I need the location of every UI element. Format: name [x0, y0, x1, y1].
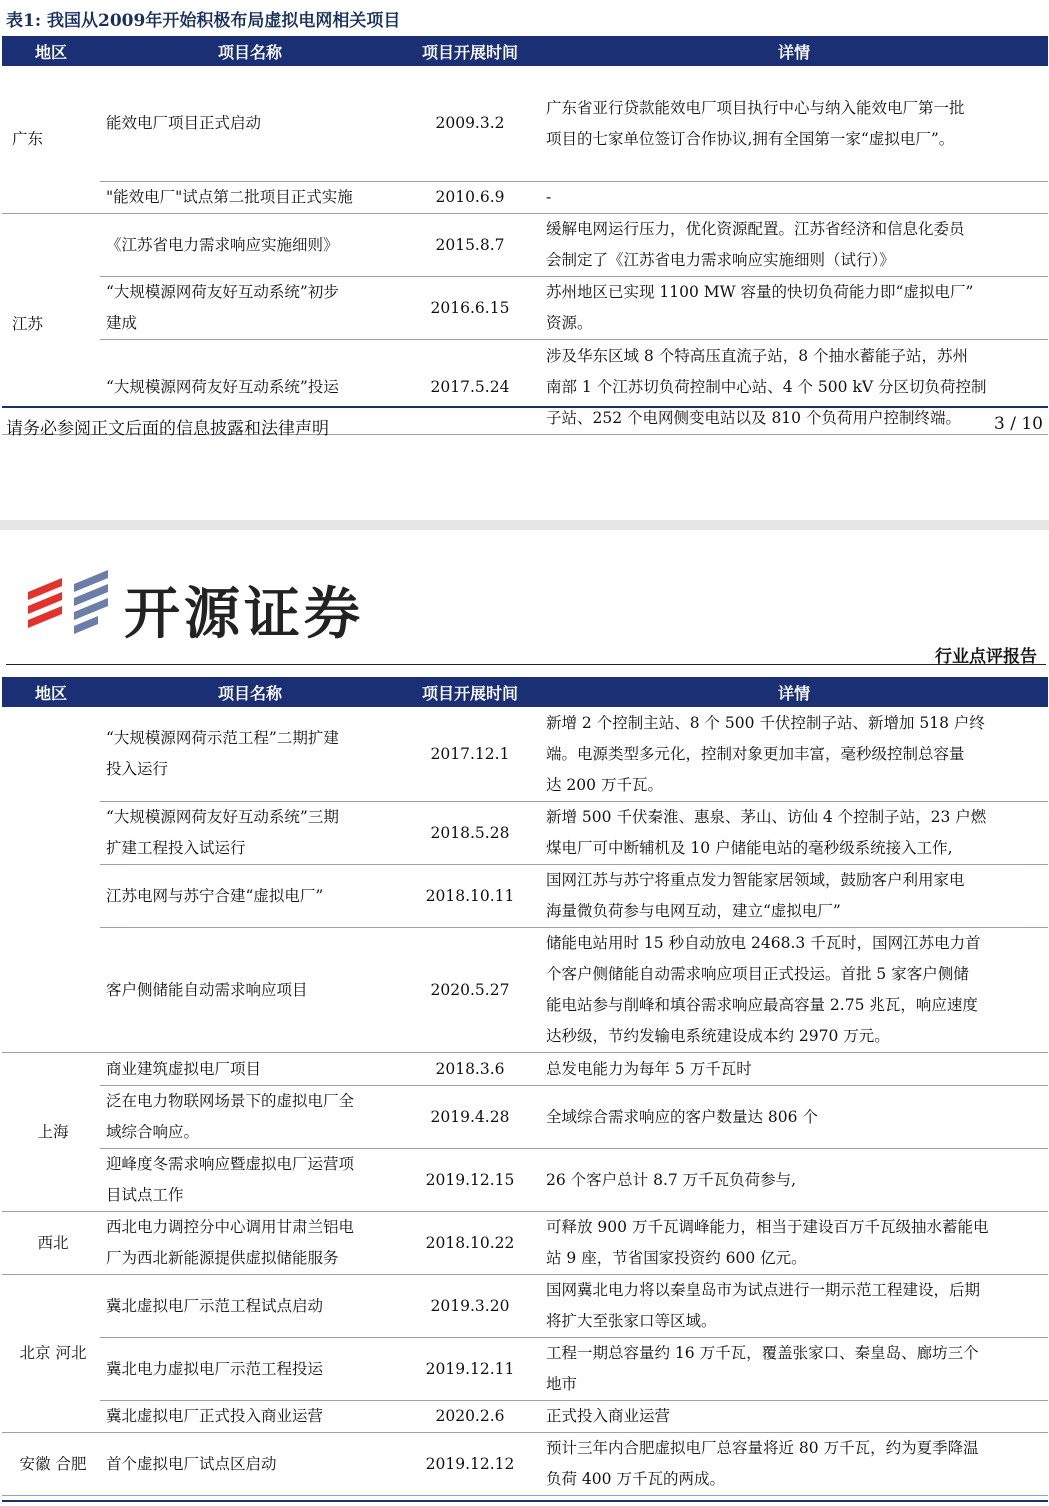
project-name-cell — [100, 1275, 400, 1338]
project-name-line: 域综合响应。 — [106, 1123, 200, 1141]
column-header: 地区 — [2, 36, 100, 66]
date-cell: 2018.5.28 — [400, 802, 540, 865]
column-header: 项目名称 — [100, 677, 400, 707]
column-header: 项目开展时间 — [400, 36, 540, 66]
kaiyuan-logo-icon — [28, 570, 118, 640]
detail-cell — [540, 1149, 1048, 1212]
detail-line: 项目的七家单位签订合作协议,拥有全国第一家“虚拟电厂”。 — [546, 129, 955, 148]
project-name-line: 冀北虚拟电厂正式投入商业运营 — [106, 1407, 324, 1425]
detail-cell — [540, 1338, 1048, 1401]
detail-line: 工程一期总容量约 16 万千瓦，覆盖张家口、秦皇岛、廊坊三个 — [546, 1344, 979, 1362]
projects-table-part1 — [2, 36, 1048, 435]
table-row — [2, 1401, 1048, 1433]
detail-cell — [540, 707, 1048, 802]
date-cell: 2020.5.27 — [400, 928, 540, 1053]
table-title: 表1: 我国从2009年开始积极布局虚拟电网相关项目 — [6, 11, 401, 31]
page-4 — [0, 530, 1049, 1506]
detail-cell — [540, 928, 1048, 1053]
column-header: 详情 — [540, 677, 1048, 707]
project-name-cell — [100, 802, 400, 865]
region-cell: 北京 河北 — [2, 1275, 100, 1433]
date-cell: 2020.2.6 — [400, 1401, 540, 1433]
project-name-cell — [100, 66, 400, 182]
table-row — [2, 182, 1048, 214]
project-name-line: “大规模源网荷友好互动系统”初步 — [106, 283, 339, 301]
detail-line: 资源。 — [546, 314, 593, 332]
projects-table-part2 — [2, 677, 1048, 1496]
date-cell: 2015.8.7 — [400, 214, 540, 277]
table-row — [2, 1212, 1048, 1275]
page-separator — [0, 520, 1049, 530]
project-name-line: 迎峰度冬需求响应暨虚拟电厂运营项 — [106, 1155, 355, 1173]
table-row — [2, 707, 1048, 802]
project-name-cell — [100, 277, 400, 340]
detail-line: 国网江苏与苏宁将重点发力智能家居领域，鼓励客户利用家电 — [546, 871, 965, 889]
detail-line: 广东省亚行贷款能效电厂项目执行中心与纳入能效电厂第一批 — [546, 98, 965, 117]
detail-cell — [540, 1086, 1048, 1149]
detail-cell — [540, 1433, 1048, 1496]
detail-line: 正式投入商业运营 — [546, 1407, 671, 1425]
date-cell: 2017.12.1 — [400, 707, 540, 802]
project-name-line: 泛在电力物联网场景下的虚拟电厂全 — [106, 1092, 355, 1110]
column-header: 项目开展时间 — [400, 677, 540, 707]
detail-line: 缓解电网运行压力，优化资源配置。江苏省经济和信息化委员 — [546, 220, 965, 238]
detail-line: 达秒级，节约发输电系统建设成本约 2970 万元。 — [546, 1027, 890, 1045]
detail-line: 会制定了《江苏省电力需求响应实施细则（试行）》 — [546, 251, 895, 269]
date-cell: 2019.3.20 — [400, 1275, 540, 1338]
region-cell: 安徽 合肥 — [2, 1433, 100, 1496]
table-bottom-rule — [2, 406, 1048, 408]
project-name-line: 冀北虚拟电厂示范工程试点启动 — [106, 1296, 324, 1315]
table-row — [2, 1338, 1048, 1401]
table-row — [2, 1149, 1048, 1212]
region-cell: 上海 — [2, 1053, 100, 1212]
detail-cell — [540, 277, 1048, 340]
column-header: 详情 — [540, 36, 1048, 66]
date-cell: 2018.10.22 — [400, 1212, 540, 1275]
table-row — [2, 928, 1048, 1053]
project-name-line: 江苏电网与苏宁合建“虚拟电厂” — [106, 886, 324, 905]
detail-line: 达 200 万千瓦。 — [546, 775, 663, 794]
project-name-line: 建成 — [106, 314, 138, 332]
project-name-cell — [100, 707, 400, 802]
region-cell: 西北 — [2, 1212, 100, 1275]
header-rule — [6, 664, 1046, 665]
table-row — [2, 214, 1048, 277]
detail-line: 负荷 400 万千瓦的两成。 — [546, 1470, 725, 1488]
table-row — [2, 1275, 1048, 1338]
column-header: 项目名称 — [100, 36, 400, 66]
detail-line: 国网冀北电力将以秦皇岛市为试点进行一期示范工程建设，后期 — [546, 1281, 981, 1299]
detail-line: 新增 500 千伏秦淮、惠泉、茅山、访仙 4 个控制子站，23 户燃 — [546, 808, 987, 826]
table-row — [2, 865, 1048, 928]
region-cell: 江苏 — [2, 214, 100, 435]
detail-line: 站 9 座，节省国家投资约 600 亿元。 — [546, 1249, 807, 1267]
detail-line: 端。电源类型多元化，控制对象更加丰富，毫秒级控制总容量 — [546, 744, 965, 763]
table-row — [2, 802, 1048, 865]
detail-line: 个客户侧储能自动需求响应项目正式投运。首批 5 家客户侧储 — [546, 965, 969, 983]
date-cell: 2019.4.28 — [400, 1086, 540, 1149]
detail-line: 能电站参与削峰和填谷需求响应最高容量 2.75 兆瓦，响应速度 — [546, 996, 978, 1014]
column-header: 地区 — [2, 677, 100, 707]
detail-line: 储能电站用时 15 秒自动放电 2468.3 千瓦时，国网江苏电力首 — [546, 934, 981, 952]
date-cell: 2009.3.2 — [400, 66, 540, 182]
detail-cell — [540, 182, 1048, 214]
disclaimer-text: 请务必参阅正文后面的信息披露和法律声明 — [6, 419, 329, 439]
date-cell: 2019.12.12 — [400, 1433, 540, 1496]
project-name-line: 客户侧储能自动需求响应项目 — [106, 980, 308, 999]
date-cell: 2019.12.15 — [400, 1149, 540, 1212]
report-type: 行业点评报告 — [935, 647, 1037, 667]
region-cell — [2, 707, 100, 1053]
table-bottom-rule — [2, 1500, 1048, 1502]
project-name-cell — [100, 1212, 400, 1275]
detail-line: - — [546, 188, 552, 206]
project-name-line: 西北电力调控分中心调用甘肃兰铝电 — [106, 1218, 355, 1236]
table-row — [2, 277, 1048, 340]
date-cell: 2018.10.11 — [400, 865, 540, 928]
project-name-cell — [100, 928, 400, 1053]
detail-line: 将扩大至张家口等区域。 — [546, 1312, 717, 1330]
table-row — [2, 66, 1048, 182]
brand-name: 开源证券 — [124, 582, 364, 647]
project-name-cell — [100, 214, 400, 277]
project-name-cell — [100, 1433, 400, 1496]
project-name-cell — [100, 182, 400, 214]
project-name-cell — [100, 865, 400, 928]
detail-line: 子站、252 个电网侧变电站以及 810 个负荷用户控制终端。 — [546, 408, 961, 427]
page-3 — [0, 0, 1049, 520]
detail-line: 可释放 900 万千瓦调峰能力，相当于建设百万千瓦级抽水蓄能电 — [546, 1218, 989, 1236]
detail-cell — [540, 1053, 1048, 1086]
detail-line: 新增 2 个控制主站、8 个 500 千伏控制子站、新增加 518 户终 — [546, 713, 985, 732]
detail-line: 煤电厂可中断辅机及 10 户储能电站的毫秒级系统接入工作, — [546, 839, 953, 857]
project-name-cell — [100, 1086, 400, 1149]
detail-cell — [540, 802, 1048, 865]
project-name-line: 商业建筑虚拟电厂项目 — [106, 1059, 262, 1078]
date-cell: 2016.6.15 — [400, 277, 540, 340]
detail-line: 苏州地区已实现 1100 MW 容量的快切负荷能力即“虚拟电厂” — [546, 283, 974, 301]
detail-cell — [540, 214, 1048, 277]
project-name-line: “大规模源网荷友好互动系统”投运 — [106, 377, 339, 396]
project-name-line: "能效电厂"试点第二批项目正式实施 — [106, 188, 353, 206]
project-name-cell — [100, 1338, 400, 1401]
table-row — [2, 1086, 1048, 1149]
project-name-line: 冀北电力虚拟电厂示范工程投运 — [106, 1359, 324, 1378]
detail-line: 南部 1 个江苏切负荷控制中心站、4 个 500 kV 分区切负荷控制 — [546, 377, 987, 396]
detail-cell — [540, 1212, 1048, 1275]
date-cell: 2010.6.9 — [400, 182, 540, 214]
detail-cell — [540, 865, 1048, 928]
project-name-line: 扩建工程投入试运行 — [106, 839, 246, 857]
page-number: 3 / 10 — [994, 414, 1043, 434]
project-name-line: 能效电厂项目正式启动 — [106, 114, 262, 132]
detail-line: 全域综合需求响应的客户数量达 806 个 — [546, 1107, 818, 1126]
detail-cell — [540, 66, 1048, 182]
date-cell: 2018.3.6 — [400, 1053, 540, 1086]
project-name-line: “大规模源网荷友好互动系统”三期 — [106, 808, 339, 826]
detail-line: 总发电能力为每年 5 万千瓦时 — [546, 1059, 752, 1078]
table-row — [2, 1053, 1048, 1086]
date-cell: 2019.12.11 — [400, 1338, 540, 1401]
project-name-cell — [100, 1401, 400, 1433]
project-name-line: 目试点工作 — [106, 1186, 184, 1204]
date-cell: 2017.5.24 — [400, 340, 540, 435]
project-name-line: 《江苏省电力需求响应实施细则》 — [106, 235, 339, 254]
detail-cell — [540, 1275, 1048, 1338]
project-name-line: 厂为西北新能源提供虚拟储能服务 — [106, 1249, 339, 1267]
detail-cell — [540, 1401, 1048, 1433]
detail-line: 26 个客户总计 8.7 万千瓦负荷参与, — [546, 1170, 797, 1189]
region-cell: 广东 — [2, 66, 100, 214]
project-name-cell — [100, 1053, 400, 1086]
project-name-line: “大规模源网荷示范工程”二期扩建 — [106, 729, 339, 747]
detail-line: 海量微负荷参与电网互动，建立“虚拟电厂” — [546, 902, 841, 920]
project-name-line: 投入运行 — [106, 760, 169, 778]
detail-line: 地市 — [546, 1375, 578, 1393]
project-name-cell — [100, 1149, 400, 1212]
detail-line: 预计三年内合肥虚拟电厂总容量将近 80 万千瓦，约为夏季降温 — [546, 1439, 979, 1457]
project-name-line: 首个虚拟电厂试点区启动 — [106, 1454, 277, 1473]
detail-cell — [540, 340, 1048, 435]
table-row — [2, 1433, 1048, 1496]
detail-line: 涉及华东区域 8 个特高压直流子站，8 个抽水蓄能子站，苏州 — [546, 346, 969, 365]
